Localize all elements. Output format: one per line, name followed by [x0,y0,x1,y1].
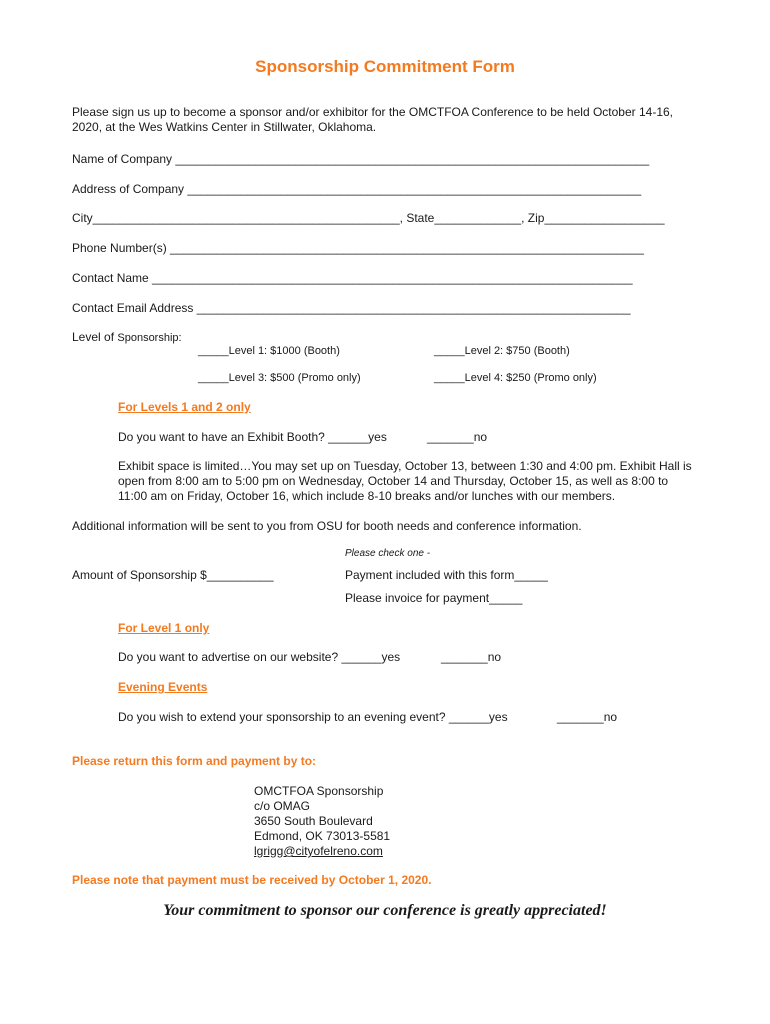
contact-email-field[interactable]: Contact Email Address _________________________________________________________________ [72,301,631,315]
closing-message: Your commitment to sponsor our conference is greatly appreciated! [163,902,607,919]
level-1-heading: For Level 1 only [118,621,210,635]
contact-email-link[interactable]: lgrigg@cityofelreno.com [254,844,383,858]
website-ad-no[interactable]: _______no [441,650,502,664]
level-3-option[interactable]: _____Level 3: $500 (Promo only) [198,372,361,384]
company-name-field[interactable]: Name of Company _______________________________________________________________________ [72,152,650,166]
evening-events-heading: Evening Events [118,680,208,694]
payment-included-option[interactable]: Payment included with this form_____ [345,568,548,582]
company-address-field[interactable]: Address of Company ____________________________________________________________________ [72,182,642,196]
level-1-option[interactable]: _____Level 1: $1000 (Booth) [198,345,340,357]
mailing-address [254,784,390,859]
exhibit-booth-no[interactable]: _______no [427,430,488,444]
level-label-text: Level of [72,330,115,344]
invoice-option[interactable]: Please invoice for payment_____ [345,591,523,605]
level-2-option[interactable]: _____Level 2: $750 (Booth) [434,345,570,357]
address-line-2: c/o OMAG [254,799,311,813]
sponsorship-amount-field[interactable]: Amount of Sponsorship $__________ [72,568,274,582]
exhibit-booth-question[interactable]: Do you want to have an Exhibit Booth? ______yes [118,430,387,444]
return-heading: Please return this form and payment by to: [72,754,317,768]
address-line-1: OMCTFOA Sponsorship [254,784,384,798]
address-line-3: 3650 South Boulevard [254,814,373,828]
website-ad-question[interactable]: Do you want to advertise on our website? ______yes [118,650,401,664]
levels-1-2-heading: For Levels 1 and 2 only [118,400,251,414]
exhibit-note: Exhibit space is limited…You may set up on Tuesday, October 13, between 1:30 and 4:00 pm. Exhibit Hall is open from 8:00 am to 5:00 pm on Wednesday, October 14 and Thursday, October 15, as well as 8:00 to 11:00 am on Friday, October 16, which include 8-10 breaks and/or lunches with our members. [118,459,692,503]
address-line-4: Edmond, OK 73013-5581 [254,829,391,843]
form-title: Sponsorship Commitment Form [255,57,515,76]
check-one-note: Please check one - [345,548,431,559]
contact-name-field[interactable]: Contact Name ________________________________________________________________________ [72,271,633,285]
evening-event-question[interactable]: Do you wish to extend your sponsorship to an evening event? ______yes [118,710,508,724]
evening-event-no[interactable]: _______no [557,710,618,724]
level-4-option[interactable]: _____Level 4: $250 (Promo only) [434,372,597,384]
level-label-small: Sponsorship: [117,332,182,344]
payment-deadline: Please note that payment must be received by October 1, 2020. [72,873,432,887]
city-state-zip-field[interactable]: City______________________________________________, State_____________, Zip__________________ [72,211,665,225]
additional-info: Additional information will be sent to you from OSU for booth needs and conference information. [72,519,582,533]
sponsorship-level-label [72,330,182,344]
intro-paragraph: Please sign us up to become a sponsor and/or exhibitor for the OMCTFOA Conference to be held October 14-16, 2020, at the Wes Watkins Center in Stillwater, Oklahoma. [72,105,673,134]
phone-field[interactable]: Phone Number(s) _______________________________________________________________________ [72,241,644,255]
